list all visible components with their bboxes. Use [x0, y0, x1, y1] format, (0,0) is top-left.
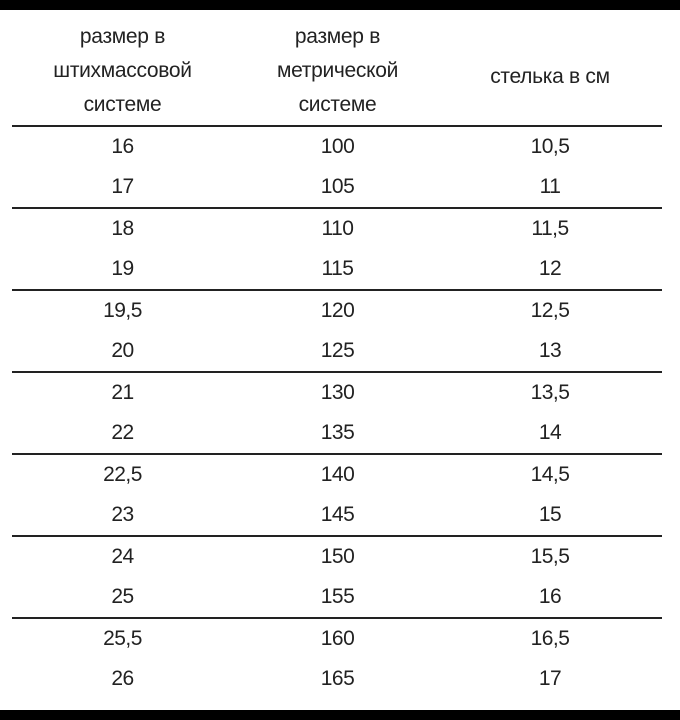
row-group — [12, 289, 662, 371]
table-header — [0, 20, 680, 132]
cell-insole: 14 — [538, 421, 562, 444]
cell-metric: 125 — [320, 339, 355, 362]
header-metric-size — [245, 20, 430, 122]
table-row — [12, 291, 662, 331]
cell-shtikhmass: 21 — [111, 381, 134, 404]
cell-shtikhmass: 24 — [111, 545, 134, 568]
cell-metric: 145 — [320, 503, 355, 526]
table-row — [12, 455, 662, 495]
row-group — [12, 125, 662, 207]
header-line: системе — [83, 93, 162, 116]
header-line: метрической — [276, 59, 399, 82]
row-group — [12, 207, 662, 289]
cell-insole: 12,5 — [530, 299, 570, 322]
cell-insole: 17 — [538, 667, 562, 690]
cell-insole: 15,5 — [530, 545, 570, 568]
table-row — [12, 537, 662, 577]
cell-shtikhmass: 22 — [111, 421, 134, 444]
cell-metric: 165 — [320, 667, 355, 690]
table-row — [12, 577, 662, 617]
cell-shtikhmass: 23 — [111, 503, 134, 526]
cell-shtikhmass: 22,5 — [103, 463, 142, 486]
cell-metric: 135 — [320, 421, 355, 444]
header-line: системе — [298, 93, 377, 116]
cell-shtikhmass: 16 — [111, 135, 134, 158]
header-line: размер в — [79, 25, 166, 48]
cell-metric: 140 — [320, 463, 355, 486]
cell-shtikhmass: 17 — [111, 175, 134, 198]
cell-insole: 11,5 — [531, 217, 569, 240]
header-shtikhmass-size — [40, 20, 205, 122]
table-row — [12, 127, 662, 167]
table-row — [12, 249, 662, 289]
header-line: штихмассовой — [53, 59, 192, 82]
cell-metric: 115 — [321, 257, 354, 280]
row-group — [12, 535, 662, 617]
row-group — [12, 617, 662, 699]
cell-metric: 110 — [321, 217, 354, 240]
cell-shtikhmass: 19 — [111, 257, 134, 280]
cell-insole: 13,5 — [530, 381, 570, 404]
table-row — [12, 495, 662, 535]
table-row — [12, 167, 662, 207]
table-row — [12, 373, 662, 413]
cell-metric: 155 — [320, 585, 355, 608]
row-group — [12, 371, 662, 453]
cell-insole: 12 — [538, 257, 562, 280]
cell-shtikhmass: 26 — [111, 667, 134, 690]
cell-insole: 14,5 — [530, 463, 570, 486]
cell-shtikhmass: 19,5 — [103, 299, 142, 322]
cell-metric: 150 — [320, 545, 355, 568]
cell-insole: 13 — [538, 339, 562, 362]
cell-insole: 16,5 — [530, 627, 570, 650]
table-row — [12, 413, 662, 453]
cell-shtikhmass: 25,5 — [103, 627, 142, 650]
table-row — [12, 331, 662, 371]
table-row — [12, 209, 662, 249]
header-line: размер в — [294, 25, 381, 48]
cell-shtikhmass: 25 — [111, 585, 134, 608]
cell-insole: 11 — [539, 175, 561, 198]
size-chart-sheet — [0, 10, 680, 710]
table-row — [12, 659, 662, 699]
cell-metric: 100 — [320, 135, 355, 158]
table-row — [12, 619, 662, 659]
cell-metric: 120 — [320, 299, 355, 322]
cell-insole: 16 — [538, 585, 562, 608]
table-body — [0, 125, 680, 699]
cell-shtikhmass: 20 — [111, 339, 134, 362]
cell-shtikhmass: 18 — [111, 217, 134, 240]
cell-metric: 105 — [320, 175, 355, 198]
cell-metric: 130 — [320, 381, 355, 404]
cell-insole: 15 — [538, 503, 562, 526]
cell-metric: 160 — [320, 627, 355, 650]
header-insole-cm — [455, 60, 645, 94]
row-group — [12, 453, 662, 535]
cell-insole: 10,5 — [530, 135, 570, 158]
header-line: стелька в см — [490, 65, 610, 88]
